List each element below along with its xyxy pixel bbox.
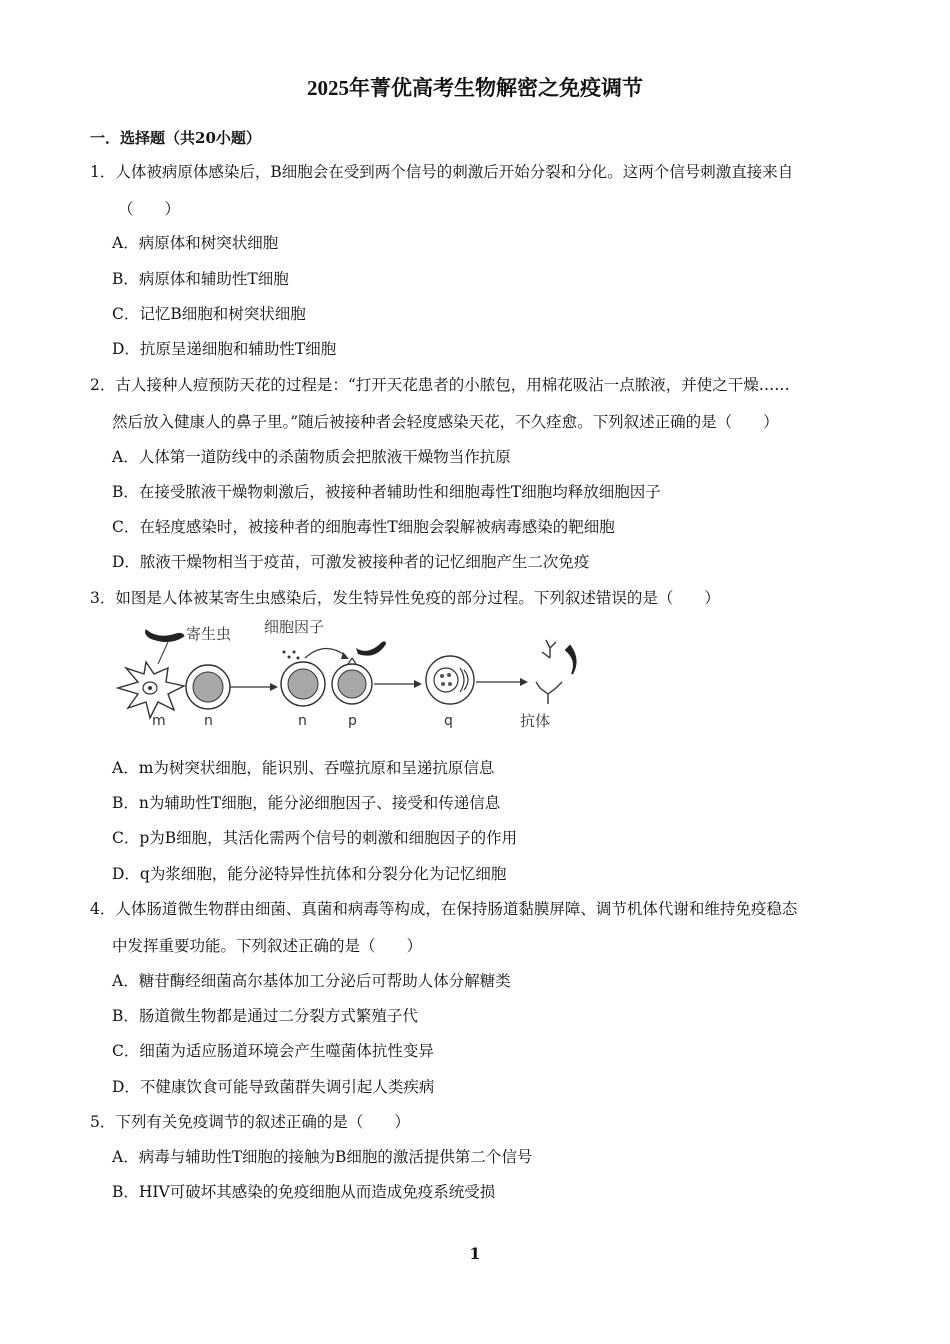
question-3-option-b[interactable]: B．n为辅助性T细胞，能分泌细胞因子、接受和传递信息 <box>112 794 501 812</box>
question-1-option-b[interactable]: B．病原体和辅助性T细胞 <box>112 270 289 288</box>
page-title: 2025年菁优高考生物解密之免疫调节 <box>307 76 643 100</box>
question-number: 3． <box>90 589 116 607</box>
question-4-stem: 4．人体肠道微生物群由细菌、真菌和病毒等构成，在保持肠道黏膜屏障、调节机体代谢和维持免疫稳态 <box>90 900 798 918</box>
question-5-option-a[interactable]: A．病毒与辅助性T细胞的接触为B细胞的激活提供第二个信号 <box>112 1148 533 1166</box>
question-number: 4． <box>90 900 116 918</box>
question-number: 5． <box>90 1113 116 1131</box>
question-number: 1． <box>90 163 116 181</box>
cytokine-label: 细胞因子 <box>264 618 325 636</box>
question-2-option-c[interactable]: C．在轻度感染时，被接种者的细胞毒性T细胞会裂解被病毒感染的靶细胞 <box>112 518 615 536</box>
section-heading: 一．选择题（共20小题） <box>90 129 261 147</box>
question-number: 2． <box>90 376 116 394</box>
question-3-option-c[interactable]: C．p为B细胞，其活化需两个信号的刺激和细胞因子的作用 <box>112 829 518 847</box>
question-2-stem-cont: 然后放入健康人的鼻子里。”随后被接种者会轻度感染天花，不久痊愈。下列叙述正确的是（ ） <box>112 413 779 431</box>
question-2-option-d[interactable]: D．脓液干燥物相当于疫苗，可激发被接种者的记忆细胞产生二次免疫 <box>112 553 590 571</box>
question-4-stem-cont: 中发挥重要功能。下列叙述正确的是（ ） <box>112 937 423 955</box>
parasite-label: 寄生虫 <box>186 625 232 643</box>
question-1-option-c[interactable]: C．记忆B细胞和树突状细胞 <box>112 305 306 323</box>
page-number: 1 <box>469 1244 481 1263</box>
question-1-option-a[interactable]: A．病原体和树突状细胞 <box>112 234 279 252</box>
question-2-option-b[interactable]: B．在接受脓液干燥物刺激后，被接种者辅助性和细胞毒性T细胞均释放细胞因子 <box>112 483 661 501</box>
question-1-stem-cont: （ ） <box>118 200 181 218</box>
parasite-icon <box>356 641 386 655</box>
question-3-option-d[interactable]: D．q为浆细胞，能分泌特异性抗体和分裂分化为记忆细胞 <box>112 865 507 883</box>
cell-label-m: m <box>152 713 166 729</box>
question-5-stem: 5．下列有关免疫调节的叙述正确的是（ ） <box>90 1113 410 1131</box>
parasite-icon <box>146 630 185 642</box>
cell-label-p: p <box>348 713 357 729</box>
question-4-option-b[interactable]: B．肠道微生物都是通过二分裂方式繁殖子代 <box>112 1007 418 1025</box>
antibody-label: 抗体 <box>520 712 551 730</box>
question-4-option-c[interactable]: C．细菌为适应肠道环境会产生噬菌体抗性变异 <box>112 1042 434 1060</box>
arrow-head <box>270 683 278 691</box>
cell-label-n-2: n <box>298 713 307 729</box>
question-1-stem: 1．人体被病原体感染后，B细胞会在受到两个信号的刺激后开始分裂和分化。这两个信号刺激直接来自 <box>90 163 794 181</box>
parasite-icon <box>566 646 576 674</box>
immune-process-figure <box>110 612 610 737</box>
question-3-option-a[interactable]: A．m为树突状细胞，能识别、吞噬抗原和呈递抗原信息 <box>112 759 495 777</box>
antibody-icon <box>536 640 562 704</box>
plasma-cell-q <box>426 656 474 704</box>
question-3-stem: 3．如图是人体被某寄生虫感染后，发生特异性免疫的部分过程。下列叙述错误的是（ ） <box>90 589 720 607</box>
question-1-option-d[interactable]: D．抗原呈递细胞和辅助性T细胞 <box>112 340 337 358</box>
question-2-option-a[interactable]: A．人体第一道防线中的杀菌物质会把脓液干燥物当作抗原 <box>112 448 511 466</box>
cell-label-n-1: n <box>204 713 213 729</box>
question-4-option-d[interactable]: D．不健康饮食可能导致菌群失调引起人类疾病 <box>112 1078 435 1096</box>
question-4-option-a[interactable]: A．糖苷酶经细菌高尔基体加工分泌后可帮助人体分解糖类 <box>112 972 511 990</box>
cell-label-q: q <box>444 713 453 729</box>
question-2-stem: 2．古人接种人痘预防天花的过程是：“打开天花患者的小脓包，用棉花吸沾一点脓液，并使之干燥…… <box>90 376 790 394</box>
question-5-option-b[interactable]: B．HIV可破坏其感染的免疫细胞从而造成免疫系统受损 <box>112 1183 496 1201</box>
dendritic-cell-m <box>118 662 184 718</box>
